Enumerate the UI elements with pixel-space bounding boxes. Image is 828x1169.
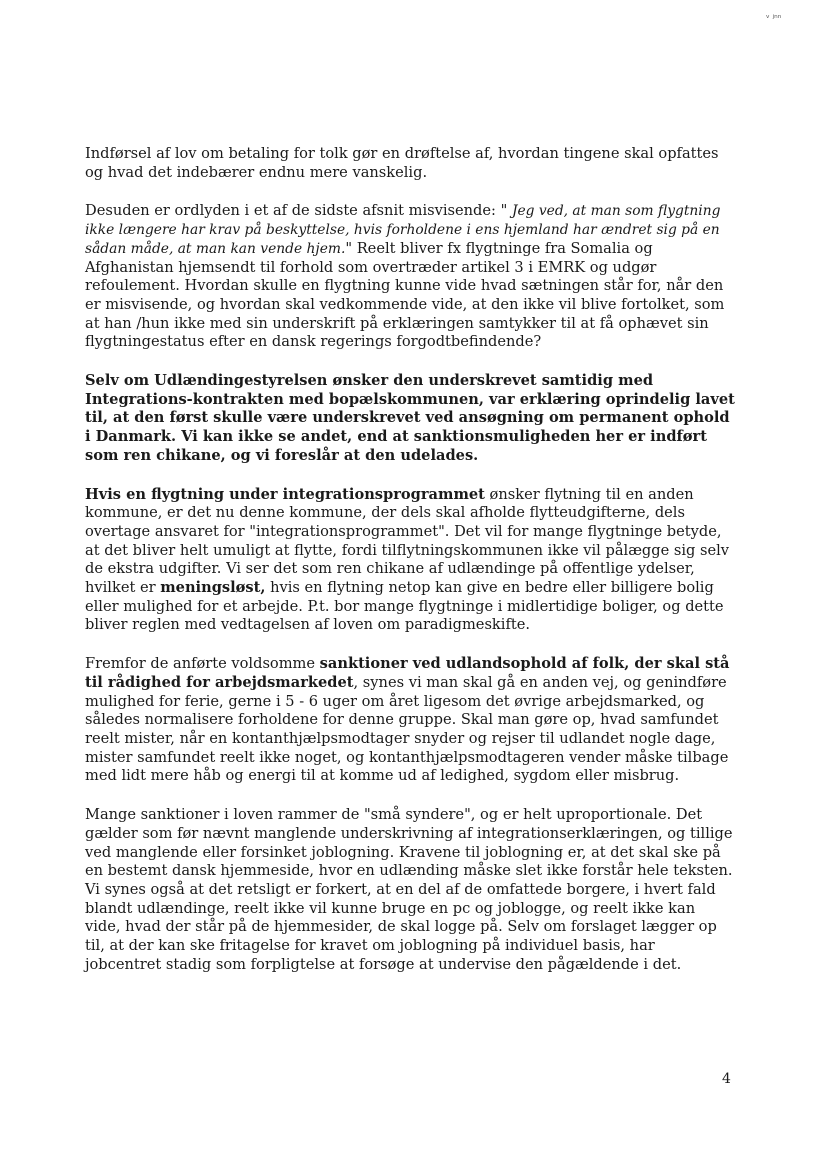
paragraph-flytning-rest: hvis en flytning netop kan give en bedre eller billigere bolig eller mulighed for et arbejde. P.t. bor mange flygtninge i midlertidige boliger, og dette bliver reglen med vedtagelsen af loven om paradigmeskifte.	[85, 579, 724, 634]
paragraph-udlaendingestyrelsen: Selv om Udlændingestyrelsen ønsker den underskrevet samtidig med Integrations-kontrakten med bopælskommunen, var erklæring oprindelig lavet til, at den først skulle være underskrevet ved ansøgning om permanent ophold i Danmark. Vi kan ikke se andet, end at sanktionsmuligheden her er indført som ren chikane, og vi foreslår at den udelades.	[85, 372, 735, 464]
paragraph-flytning-bold-lead: Hvis en flygtning under integrationsprogrammet	[85, 485, 485, 503]
paragraph-flytning	[85, 486, 735, 636]
paragraph-ordlyden-rest: " Reelt bliver fx flygtninge fra Somalia og Afghanistan hjemsendt til forhold som overtræder artikel 3 i EMRK og udgør refoulement. Hvordan skulle en flygtning kunne vide hvad sætningen står for, når den er misvisende, og hvordan skal vedkommende vide, at den ikke vil blive fortolket, som at han /hun ikke med sin underskrift på erklæringen samtykker til at få ophævet sin flygtningestatus efter en dansk regerings forgodtbefindende?	[85, 239, 725, 351]
paragraph-sanktioner-b: Vi synes også at det retsligt er forkert, at en del af de omfattede borgere, i hvert fald blandt udlændinge, reelt ikke vil kunne bruge en pc og joblogge, og reelt ikke kan vide, hvad der står på de hjemmesider, de skal logge på. Selv om forslaget lægger op til, at der kan ske fritagelse for kravet om joblogning på individuel basis, har jobcentret stadig som forpligtelse at forsøge at undervise den pågældende i det.	[85, 880, 717, 973]
scan-corner-mark: ᵛ ʲⁿⁿ	[766, 14, 782, 24]
paragraph-tolk: Indførsel af lov om betaling for tolk gør en drøftelse af, hvordan tingene skal opfattes og hvad det indebærer endnu mere vanskelig.	[85, 145, 719, 181]
paragraph-udlandsophold	[85, 655, 735, 786]
paragraph-udlandsophold-bold: sanktioner ved udlandsophold af folk, der skal stå til rådighed for arbejdsmarkedet	[85, 655, 730, 691]
paragraph-sanktioner	[85, 806, 735, 974]
paragraph-udlandsophold-lead: Fremfor de anførte voldsomme	[85, 655, 320, 673]
paragraph-flytning-bold-word: meningsløst,	[160, 579, 266, 597]
paragraph-udlandsophold-rest: , synes vi man skal gå en anden vej, og genindføre mulighed for ferie, gerne i 5 - 6 uger om året ligesom det øvrige arbejdsmarked, og således normalisere forholdene for denne gruppe. Skal man gøre op, hvad samfundet reelt mister, når en kontanthjælpsmodtager snyder og rejser til udlandet nogle dage, mister samfundet reelt ikke noget, og kontanthjælpsmodtageren vender måske tilbage med lidt mere håb og energi til at komme ud af ledighed, sygdom eller misbrug.	[85, 673, 729, 785]
paragraph-ordlyden-lead: Desuden er ordlyden i et af de sidste afsnit misvisende: "	[85, 202, 512, 220]
paragraph-flytning-mid: ønsker flytning til en anden kommune, er det nu denne kommune, der dels skal afholde flytteudgifterne, dels overtage ansvaret for "integrationsprogrammet". Det vil for mange flygtninge betyde, at det bliver helt umuligt at flytte, fordi tilflytningskommunen ikke vil pålægge sig selv de ekstra udgifter. Vi ser det som ren chikane af udlændinge på offentlige ydelser, hvilket er	[85, 485, 730, 597]
paragraph-ordlyden	[85, 202, 735, 352]
paragraph-sanktioner-a: Mange sanktioner i loven rammer de "små syndere", og er helt uproportionale. Det gælder som før nævnt manglende underskrivning af integrationserklæringen, og tillige ved manglende eller forsinket joblogning. Kravene til joblogning er, at det skal ske på en bestemt dansk hjemmeside, hvor en udlænding måske slet ikke forstår hele teksten.	[85, 806, 733, 880]
quoted-declaration-text: Jeg ved, at man som flygtning ikke længere har krav på beskyttelse, hvis forholdene i ens hjemland har ændret sig på en sådan måde, at man kan vende hjem.	[85, 203, 721, 257]
page-number: 4	[722, 1071, 731, 1087]
document-body	[85, 145, 735, 974]
